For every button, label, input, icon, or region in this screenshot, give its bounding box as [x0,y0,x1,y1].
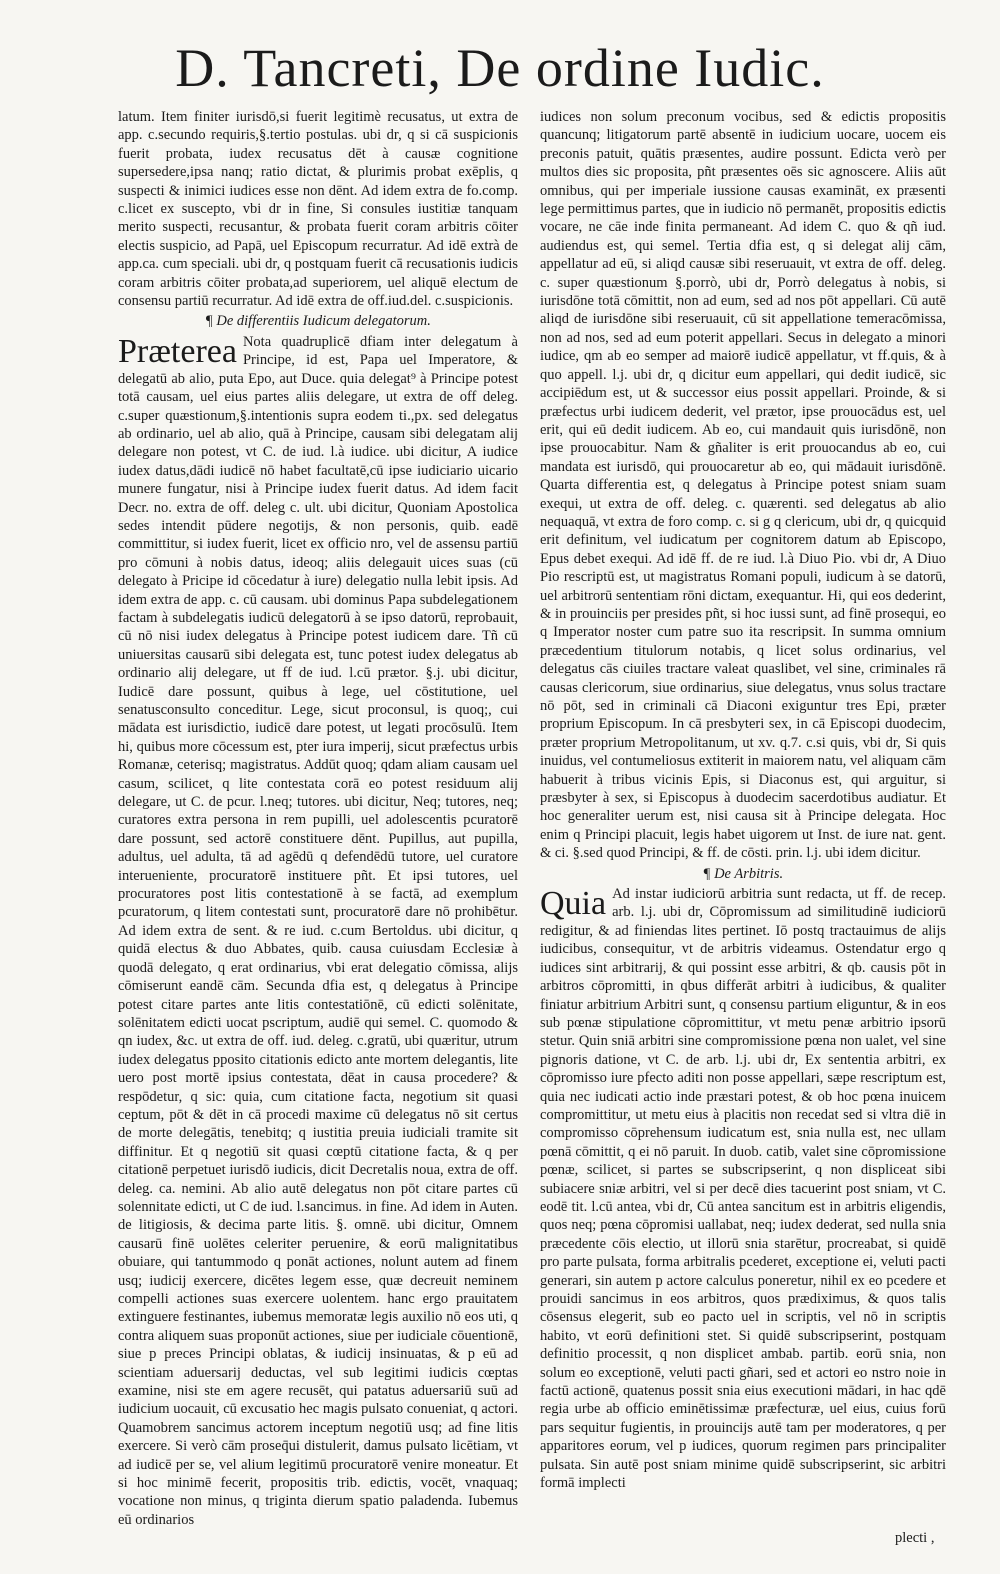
right-column [540,108,946,1548]
section-heading-arbitris: ¶ De Arbitris. [702,865,784,882]
running-head-title: D. Tancreti, De ordine Iudic. [175,38,825,98]
right-paragraph-2 [540,885,946,1492]
left-paragraph-2 [118,333,518,1529]
right-paragraph-1: iudices non solum preconum vocibus, sed & edictis propositis quancunq; litigatorum partē absentē in iudicium uocare, uocem eis preconis patuit, quātis præsentes, audire possunt. Edicta verò per multos dies sic proposita, pñt præsentes oēs sic agnoscere. Aliis aūt omnibus, qui per imperiale iussione causas examināt, ex præsenti lege permittimus partes, que in iudicio nō permanēt, propositis edictis vocare, ne cāe inde finita permaneant. Ad idem C. quo & qñ iud. audiendus est, qui semel. Tertia dfia est, q si delegat alij cām, appellatur ad eū, si aliqd causæ sibi reseruauit, vt extra de off. deleg. c. super quæstionum §.porrò, ubi dr, Porrò delegatus à nobis, si iurisdōne totā cōmittit, non ad eum, sed ad nos pōt appellari. Cū autē aliqd de iurisdōne sibi reseruauit, cū sit appellatione temeracōmissa, non ad nos, sed ad eum poterit appellari. Secus in delegato a minori iudice, qm ab eo semper ad maiorē iudicē appellatur, vt ff.quis, & à quo appell. l.j. ubi dr, q dicitur eum appellari, qui dedit iudicē, sic accipiēdum est, ut & successor eius possit appellari. Proinde, & si præfectus urbi iudicem dederit, vel prætor, ipse prouocādus est, uel erit, qui eū dedit iudicem. Ab eo, cui mandauit quis iurisdōnē, non ipse prouocabitur. Nam & gñaliter is erit prouocandus ab eo, cui mandata est iurisdō, qui prouocaretur ab eo, qui mādauit iurisdōnē. Quarta differentia est, q delegatus à Principe potest sniam suam exequi, ut extra de off. deleg. c. quærenti. sed delegatus ab alio nequaquā, vt extra de foro comp. c. si g q clericum, ubi dr, q quicquid erit definitum, vel iudicatum per cognitorem datum ab Episcopo, Epus debet exequi. Ad idē ff. de re iud. l.à Diuo Pio. vbi dr, A Diuo Pio rescriptū est, ut magistratus Romani populi, iudicum à se datorū, uel arbitrorū sententiam rōni dictam, exequantur. Hi, qui eos dederint, & in prouinciis per presides pñt, si hoc iussi sunt, ad finē prosequi, eo q Imperator noster cum patre suo ita rescripsit. In summa omnium præcedentium titulorum notabis, q licet solus ordinarius, vel delegatus cās ciuiles tractare valeat quaslibet, vel sine, criminales rā causas clericorum, siue ordinarius, siue delegatus, vnus solus tractare nō pōt, sed in criminali cā Diaconi exiguntur tres Epi, præter proprium Episcopum. In cā presbyteri sex, in cā Episcopi duodecim, præter proprium Metropolitanum, ut xv. q.7. c.si quis, vbi dr, Si quis inuidus, vel contumeliosus extiterit in maiorem natu, vel aliquam cām habuerit à tribus vicinis Epis, si Diaconus est, qui arguitur, si præsbyter à sex, si Episcopus à duodecim sacerdotibus audiatur. Et hoc generaliter uerum est, nisi causa sit à Principe delegata. Hoc enim q Principi placuit, legis habet uigorem ut Inst. de iure nat. gent. & ci. §.sed quod Principi, & ff. de cōsti. prin. l.j. ubi idem dicitur. [540,109,946,862]
left-column [118,108,518,1548]
lead-word-quia: Quia [540,885,607,923]
left-paragraph-2-text: Nota quadruplicē dfiam inter delegatum à Principe, id est, Papa uel Imperatore, & delegatū ab alio, puta Epo, aut Duce. quia delegat⁹ à Principe potest totā causam, uel eius partes aliis delegare, ut extra de off deleg. c.super quæstionum,§.intentionis supra eodem ti.,px. sed delegatus ab ordinario, uel ab alio, quā à Principe, causam sibi delegatam alij delegare non potest, vt C. de iud. l.à iudice. ubi dicitur, A iudice iudex datus,dādi iudicē nō habet facultatē,cū ipse iudiciario uicario munere fungatur, nisi à Principe iudex fuerit datus. Ad idem facit Decr. no. extra de off. deleg c. ult. ubi dicitur, Quoniam Apostolica sedes intendit pūdere negotijs, & non personis, quib. eadē committitur, si iudex fuerit, licet ex officio nro, vel de assensu partiū pro cōmuni à nobis datus, ideoq; aliis delegauit uices suas (cū delegato à Pricipe id cōcedatur à iure) delegatio nulla lebit ipsis. Ad idem extra de app. c. cū causam. ubi dominus Papa subdelegationem factam à subdelegatis iudicū delegatorū à se ipso datorū, reprobauit, cū nō nisi iudex delegatus à Principe potest iudicem dare. Tñ cū uniuersitas causarū sibi delegata est, tunc potest iudex delegatus ab ordinario alij delegare, ut ff de iud. l.cū prætor. §.j. ubi dicitur, Iudicē dare possunt, quibus à lege, uel cōstitutione, uel senatusconsulto conceditur. Lege, sicut proconsul, is quoq;, cui mādata est iurisdictio, iudicē dare potest, ut legati procōsulū. Item hi, quibus more cōcessum est, pter iura imperij, sicut præfectus urbis Romanæ, ceterisq; magistratus. Addūt quoq; qdam aliam causam uel casum, scilicet, q lite contestata corā eo potest residuum alij delegare, ut C. de pcur. l.neq; tutores. ubi dicitur, Neq; tutores, neq; curatores extra persona in rem pupilli, uel adolescentis pcuratorē dare possunt, sed actorē constituere dēnt. Pupillus, aut pupilla, adultus, uel adulta, tā ad agēdū q defendēdū tutore, uel curatore interueniente, procuratorē instituere pñt. Et ipsi tutores, uel procuratores post litis contestationē à se factā, ad exemplum pcuratorum, q litem contestati sunt, procuratorē dare nō prohibētur. Ad idem extra de sent. & re iud. c.cum Bertoldus. ubi dicitur, q quidā electus & duo Abbates, quib. causa cuiusdam Ecclesiæ à quodā delegato, q erat ordinarius, vbi erat delegatio cōmissa, alijs cōmiserunt eandē cām. Secunda dfia est, q delegatus à Principe potest citare partes ante litis contestatiōnē, cū edicti solēnitate, solēnitatem edicti uocat pscriptum, audiē qui semel. C. quomodo & qn iudex, &c. ut extra de off. iud. deleg. c.gratū, ubi quæritur, utrum iudex delegatus pposito citationis edicto ante mortem delegantis, lite uero post mortē ipsius contestata, dēat in causa procedere? & respōdetur, q sic: quia, cum citatione facta, negotium sit quasi ceptum, pōt & dēt in cā procedi maxime cū delegatus nō sit certus de morte delegātis, tenebitq; q iustitia preuia iudiciali tramite sit diffinitur. Et q negotiū sit quasi cœptū citatione facta, & q per citationē perpetuet iurisdō iudicis, dicit Decretalis noua, extra de off. deleg. ca. nemini. Ab alio autē delegatus non pōt citare partes cū solennitate edicti, ut C de iud. l.sancimus. in fine. Ad idem in Auten. de litigiosis, & decima parte litis. §. omnē. ubi dicitur, Omnem causarū finē uolētes celeriter peruenire, & eorū malignitatibus obuiare, qui tantummodo q ponāt actiones, nolunt autem ad finem usq; iudicij exercere, dicētes legem esse, quæ decreuit neminem compelli actiones suas exercere uolentem. hanc ergo prauitatem extinguere festinantes, iubemus memoratæ legis auxilio nō eos uti, q contra aliquem suas proponūt actiones, siue per iudiciale cōuentionē, siue p preces Principi oblatas, & iudicij insinuatas, & p eū ad scientiam aduersarij deductas, vel sub legitimi iudicis cœptas examine, nisi ste em agere recusēt, qui patatus aduersariū suū ad iudicium uocauit, cū excusatio hec magis pulsato conueniat, q actori. Quamobrem sancimus actorem inceptum negotiū usq; ad fine litis exercere. Si verò cām proseq̄ui distulerit, damus pulsato licētiam, vt ad iudicē per se, vel alium legitimū procuratorē venire moneatur. Et si hoc minimē fecerit, propositis trib. edictis, vocēt, vnaquaq; vocatione non minus, q triginta dierum spatio paladenda. Iubemus eū ordinarios [118,333,518,1528]
right-paragraph-2-text: Ad instar iudiciorū arbitria sunt redacta, ut ff. de recep. arb. l.j. ubi dr, Cōpromissum ad similitudinē iudiciorū redigitur, & ad finiendas lites pertinet. Iō postq tractauimus de alijs iudicibus, consequitur, vt de arbitris videamus. Ostendatur ergo q iudices sint arbitrarij, & qui possint esse arbitri, & qb. causis pōt in arbitros cōpromitti, in qbus differāt arbitri à iudicibus, & qualiter finiatur arbitrium Arbitri sunt, q consensu partium eliguntur, & in eos sub pœnæ stipulatione cōpromittitur, vt metu penæ arbitrio ipsorū stetur. Quin sniā arbitri sine compromissione pœna non ualet, vel sine pignoris datione, vt C. de arb. l.j. ubi dr, Ex sententia arbitri, ex cōpromisso iure pfecto aditi non posse appellari, sæpe rescriptum est, quia nec iudicati actio inde præstari potest, & ob hoc pœna inuicem compromittitur, ut metu eius à placitis non recedat sed si vltra diē in compromisso cōprehensum iudicatum est, snia nulla est, nec ullam pœnā cōmittit, q ei nō paruit. In duob. catib, valet sine cōpromissione pœnæ, scilicet, si partes se subscripserint, q non displiceat sibi subiacere sniæ arbitri, vel si per decē dies tacuerint post sniam, vt C. eodē tit. l.cū antea, vbi dr, Cū antea sancitum est in arbitris eligendis, quos neq; pœna cōpromisi uallabat, neq; iudex dederat, sed nulla snia præcedente cōis electio, ut illorū snia starētur, procreabat, si quidē pro parte pulsata, forma arbitralis pcederet, exceptione ei, veluti pacti generari, sin autem p actore calculus poneretur, nihil ex eo pcedere et prouidi sancimus in eos arbitros, quos prædiximus, & quos talis cōsensus elegerit, sub eo pacto uel in scriptis, vel nō in scriptis habito, vt eorū definitioni stet. Si quidē subscripserint, postquam definitio processit, q non displicet ambab. partib. eorū snia, non solum eo exceptionē, veluti pacti gñari, sed et actori eo nstro noie in factū actionē, quatenus possit snia eius executioni mādari, in hac qdē regia urbe ab officio eminētissimæ præfecturæ, uel eius, cuius forū pars sequitur fugientis, in prouincijs autē tam per moderatores, q per apparitores eorum, vel p iudices, quorum regimen pars principaliter pulsata. Sin autē post sniam minime quidē subscripserint, sic arbitri formā implecti [540,886,946,1492]
left-paragraph-1: latum. Item finiter iurisdō,si fuerit legitimè recusatus, ut extra de app. c.secundo requiris,§.tertio postulas. ubi dr, q si cā suspicionis fuerit probata, iudex recusatus dēt à causæ cognitione supersedere,ipsa nanq; ratio dictat, & plurimis probat exēplis, q suspecti & inimici iudices esse non dēnt. Ad idem extra de fo.comp. c.licet ex suscepto, vbi dr in fine, Si consules iustitiæ tanquam merito suspecti, recusantur, & probata fuerit coram arbitris cōiter electis suspicio, ad Papā, uel Episcopum recurratur. Ad idē extrà de app.ca. cum speciali. ubi dr, q postquam fuerit cā recusationis iudicis coram arbitris cōiter probata,ad superiorem, uel aliquē electum de consensu partiū recurratur. Ad idē extra de off.iud.del. c.suspicionis. [118,109,518,310]
section-heading-differentiis: ¶ De differentiis Iudicum delegatorum. [205,313,431,330]
lead-word-praeterea: Præterea [118,332,237,370]
catchword: plecti , [895,1530,935,1546]
